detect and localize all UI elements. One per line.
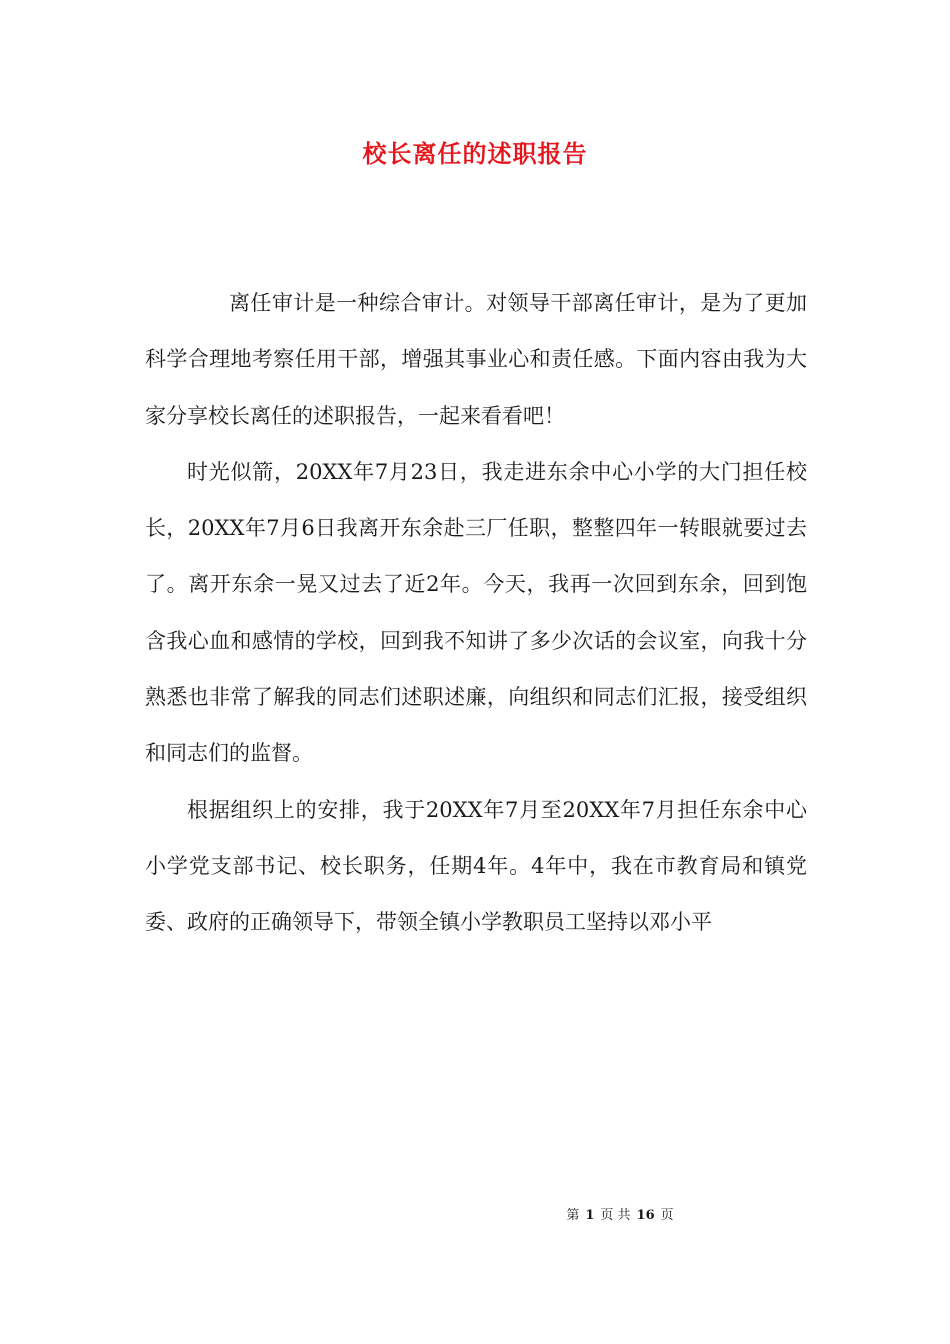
paragraph-1: 时光似箭，20XX年7月23日，我走进东余中心小学的大门担任校长，20XX年7月6日我离开东余赴三厂任职，整整四年一转眼就要过去了。离开东余一晃又过去了近2年。今天，我再一次回到东余，回到饱含我心血和感情的学校，回到我不知讲了多少次话的会议室，向我十分熟悉也非常了解我的同志们述职述廉，向组织和同志们汇报，接受组织和同志们的监督。 [145, 459, 807, 766]
footer-total-pages: 16 [636, 1208, 655, 1223]
paragraph-intro: 离任审计是一种综合审计。对领导干部离任审计，是为了更加科学合理地考察任用干部，增强其事业心和责任感。下面内容由我为大家分享校长离任的述职报告，一起来看看吧！ [145, 291, 807, 428]
footer-current-page: 1 [585, 1208, 595, 1223]
document-body [145, 275, 807, 951]
footer-middle: 页 共 [600, 1208, 631, 1223]
footer-suffix: 页 [660, 1208, 674, 1223]
footer-prefix: 第 [566, 1208, 580, 1223]
paragraph-2: 根据组织上的安排，我于20XX年7月至20XX年7月担任东余中心小学党支部书记、校长职务，任期4年。4年中，我在市教育局和镇党委、政府的正确领导下，带领全镇小学教职员工坚持以邓小平 [145, 797, 807, 935]
document-title: 校长离任的述职报告 [362, 139, 588, 168]
page-footer [0, 1206, 950, 1226]
